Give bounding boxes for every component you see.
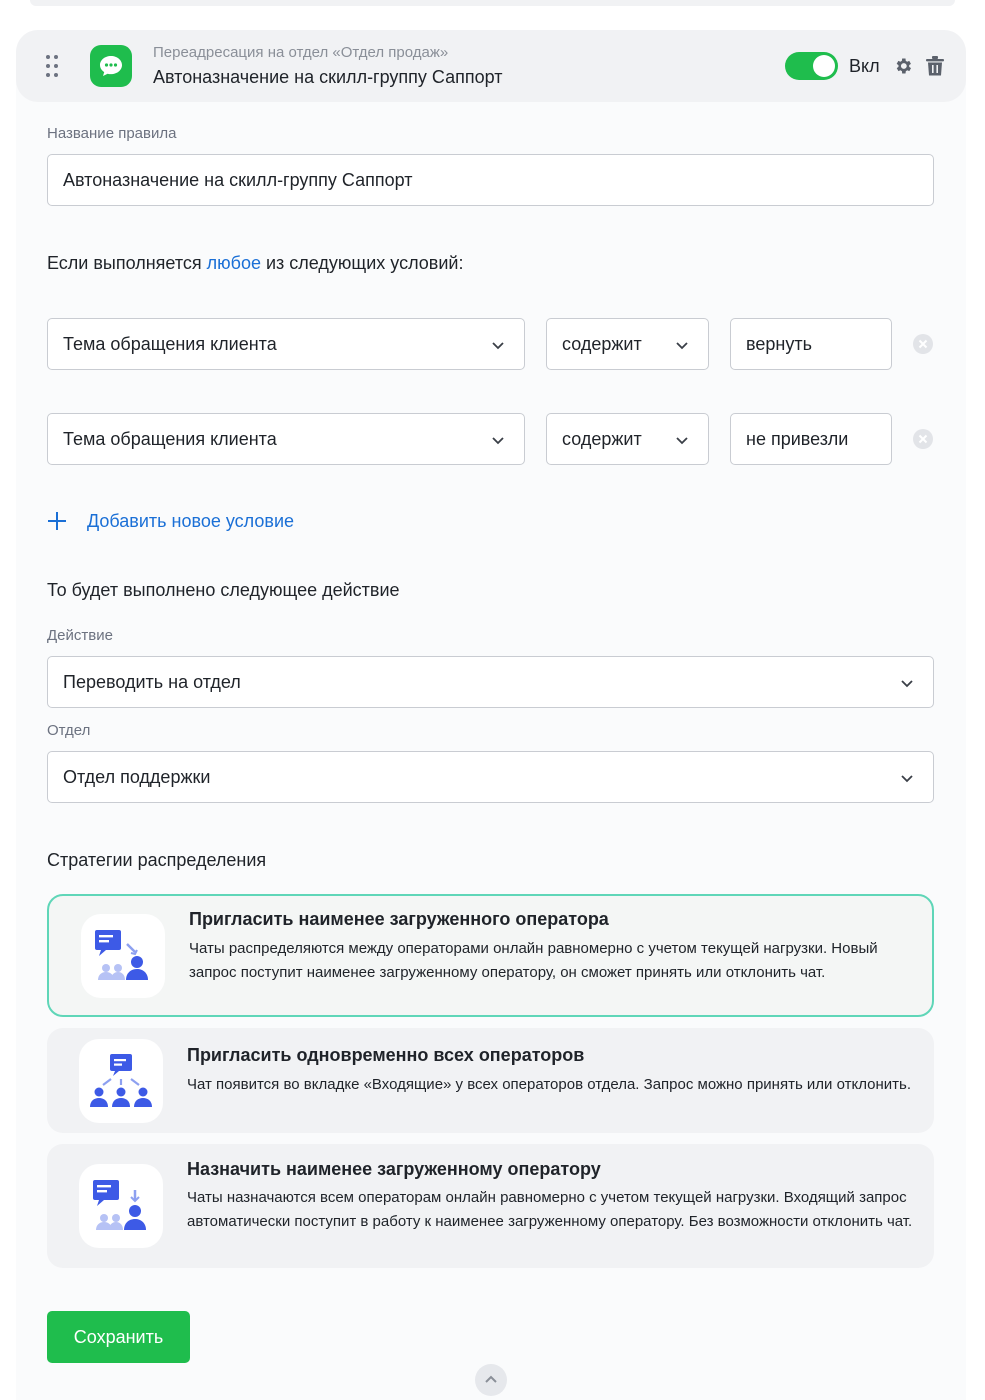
chevron-down-icon [490,432,506,448]
condition-value-input[interactable] [730,318,892,370]
operator-assign-icon [79,1164,163,1248]
save-button[interactable]: Сохранить [47,1311,190,1363]
chevron-down-icon [899,675,915,691]
chevron-down-icon [674,337,690,353]
condition-field-value: Тема обращения клиента [63,333,277,354]
rule-name-input[interactable] [47,154,934,206]
department-label: Отдел [47,722,91,739]
remove-condition-icon[interactable] [913,429,933,449]
scroll-up-button[interactable] [475,1364,507,1396]
strategy-description: Чат появится во вкладке «Входящие» у всех операторов отдела. Запрос можно принять или отклонить. [187,1076,911,1093]
strategy-title: Пригласить одновременно всех операторов [187,1045,585,1065]
condition-field-value: Тема обращения клиента [63,428,277,449]
conditions-mode-link[interactable]: любое [206,253,261,273]
conditions-heading [47,253,463,274]
trash-icon[interactable] [926,56,944,76]
action-select[interactable] [47,656,934,708]
gear-icon[interactable] [893,56,913,76]
conditions-heading-suffix: из следующих условий: [266,253,464,273]
toggle-label: Вкл [849,56,880,76]
strategy-option-least-loaded-invite[interactable] [47,894,934,1017]
drag-handle-icon[interactable] [46,55,60,77]
chevron-up-icon [483,1372,499,1388]
toggle-knob [813,55,835,77]
operator-invite-icon [81,914,165,998]
department-select[interactable] [47,751,934,803]
operators-broadcast-icon [79,1039,163,1123]
add-condition-button[interactable] [47,508,294,534]
department-value: Отдел поддержки [63,766,211,787]
chevron-down-icon [674,432,690,448]
action-heading: То будет выполнено следующее действие [47,580,400,600]
condition-field-select[interactable] [47,413,525,465]
strategy-option-least-loaded-assign[interactable] [47,1144,934,1268]
condition-operator-select[interactable] [546,318,709,370]
condition-operator-select[interactable] [546,413,709,465]
previous-card-edge [30,0,955,6]
strategy-title: Назначить наименее загруженному оператору [187,1159,601,1179]
strategy-description: Чаты назначаются всем операторам онлайн равномерно с учетом текущей нагрузки. Входящий запрос автоматически поступит в работу к наименее загруженному оператору. Без возможности отклонить чат. [187,1189,913,1230]
action-value: Переводить на отдел [63,671,241,692]
condition-field-select[interactable] [47,318,525,370]
condition-value-text: вернуть [746,333,812,354]
strategy-title: Пригласить наименее загруженного оператора [189,909,609,929]
strategy-description: Чаты распределяются между операторами онлайн равномерно с учетом текущей нагрузки. Новый запрос поступит наименее загруженному оператору, он сможет принять или отклонить чат. [189,940,878,981]
chevron-down-icon [899,770,915,786]
condition-value-input[interactable] [730,413,892,465]
condition-operator-value: содержит [562,333,642,354]
conditions-heading-prefix: Если выполняется [47,253,202,273]
strategies-heading: Стратегии распределения [47,850,267,870]
add-condition-label: Добавить новое условие [87,510,295,531]
condition-operator-value: содержит [562,428,642,449]
rule-enabled-toggle[interactable] [785,52,838,80]
chat-bubble-icon [90,45,132,87]
remove-condition-icon[interactable] [913,334,933,354]
rule-subtitle: Переадресация на отдел «Отдел продаж» [153,44,449,61]
rule-name-value: Автоназначение на скилл-группу Саппорт [63,169,413,190]
rule-title: Автоназначение на скилл-группу Саппорт [153,67,503,87]
plus-icon [47,511,67,531]
strategy-option-invite-all[interactable] [47,1028,934,1133]
condition-value-text: не привезли [746,428,849,449]
rule-name-label: Название правила [47,125,177,142]
action-label: Действие [47,627,113,644]
chevron-down-icon [490,337,506,353]
